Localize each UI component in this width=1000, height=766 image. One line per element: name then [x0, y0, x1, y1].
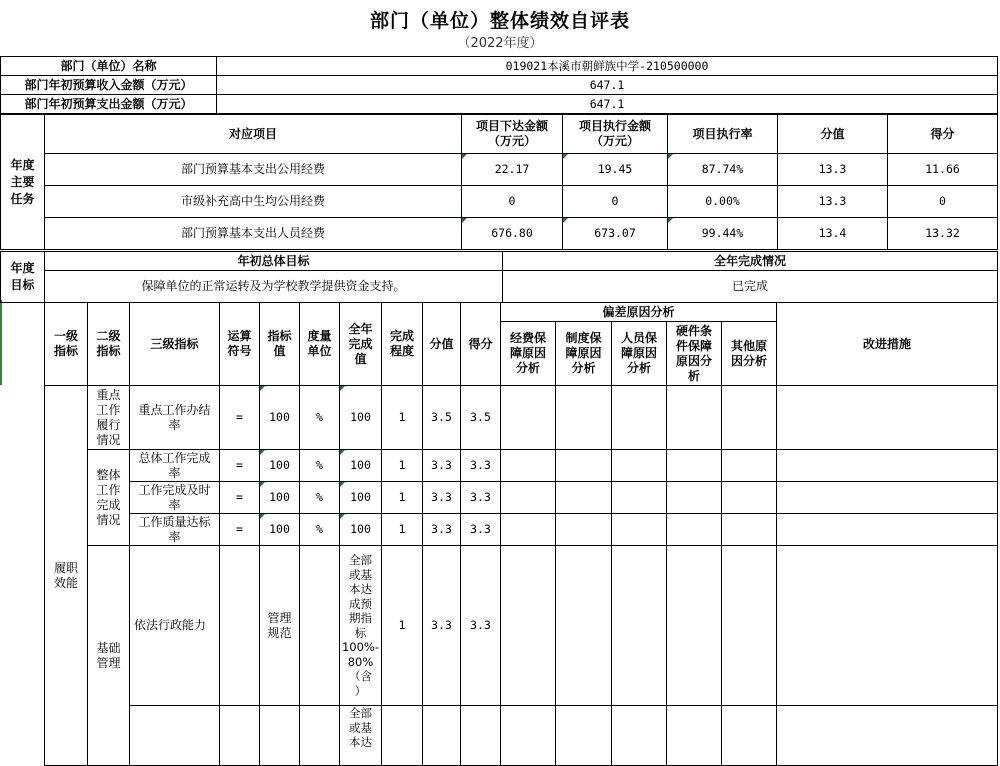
header-dev-system: 制度保 障原因 分析 — [556, 322, 612, 386]
dev-system-cell[interactable] — [556, 386, 612, 450]
info-table — [0, 56, 998, 114]
goals-table — [0, 251, 998, 303]
degree[interactable]: 1 — [382, 386, 423, 450]
level2-label: 基础 管理 — [88, 546, 130, 766]
task-rate[interactable]: 0.00% — [668, 186, 778, 218]
indicators-table — [44, 302, 998, 766]
done-value[interactable]: 100 — [340, 450, 382, 482]
header-level1: 一级 指标 — [45, 303, 88, 386]
completion-text[interactable]: 已完成 — [503, 271, 998, 303]
dev-hardware-cell[interactable] — [667, 482, 722, 514]
got[interactable]: 3.3 — [461, 482, 501, 514]
header-operator: 运算 符号 — [220, 303, 260, 386]
unit[interactable] — [300, 706, 340, 766]
tasks-header-got: 得分 — [888, 115, 998, 154]
table-row — [45, 706, 998, 766]
tasks-header-executed: 项目执行金额 （万元） — [563, 115, 668, 154]
initial-goal-header: 年初总体目标 — [45, 252, 503, 271]
dev-funding-cell[interactable] — [501, 514, 556, 546]
task-issued[interactable]: 676.80 — [462, 218, 563, 250]
dev-system-cell[interactable] — [556, 546, 612, 706]
task-name: 部门预算基本支出人员经费 — [45, 218, 462, 250]
dev-other-cell[interactable] — [722, 706, 777, 766]
dev-other-cell[interactable] — [722, 514, 777, 546]
task-score[interactable]: 13.3 — [778, 154, 888, 186]
got[interactable]: 3.3 — [461, 514, 501, 546]
target-value[interactable]: 100 — [260, 514, 300, 546]
tasks-header-issued: 项目下达金额 （万元） — [462, 115, 563, 154]
dev-other-cell[interactable] — [722, 386, 777, 450]
header-dev-other: 其他原 因分析 — [722, 322, 777, 386]
task-issued[interactable]: 22.17 — [462, 154, 563, 186]
dev-system-cell[interactable] — [556, 482, 612, 514]
table-row — [45, 386, 998, 450]
task-issued[interactable]: 0 — [462, 186, 563, 218]
level3-label: 总体工作完成 率 — [130, 450, 220, 482]
header-dev-funding: 经费保 障原因 分析 — [501, 322, 556, 386]
done-value[interactable]: 100 — [340, 386, 382, 450]
task-score[interactable]: 13.4 — [778, 218, 888, 250]
target-value[interactable] — [260, 706, 300, 766]
tasks-section-label: 年度 主要 任务 — [1, 115, 45, 250]
header-level2: 二级 指标 — [88, 303, 130, 386]
dev-funding-cell[interactable] — [501, 450, 556, 482]
got[interactable] — [461, 706, 501, 766]
target-value[interactable]: 100 — [260, 386, 300, 450]
improvement-cell[interactable] — [777, 482, 998, 514]
score[interactable]: 3.3 — [423, 546, 461, 706]
operator[interactable]: = — [220, 482, 260, 514]
degree[interactable]: 1 — [382, 546, 423, 706]
header-improvement: 改进措施 — [777, 303, 998, 386]
got[interactable]: 3.3 — [461, 546, 501, 706]
page-title: 部门（单位）整体绩效自评表 — [369, 10, 630, 32]
got[interactable]: 3.3 — [461, 450, 501, 482]
score[interactable]: 3.3 — [423, 514, 461, 546]
task-executed[interactable]: 673.07 — [563, 218, 668, 250]
done-value[interactable]: 100 — [340, 514, 382, 546]
task-rate[interactable]: 99.44% — [668, 218, 778, 250]
dev-hardware-cell[interactable] — [667, 514, 722, 546]
task-name: 市级补充高中生均公用经费 — [45, 186, 462, 218]
dev-personnel-cell[interactable] — [612, 514, 667, 546]
task-executed[interactable]: 0 — [563, 186, 668, 218]
task-got[interactable]: 0 — [888, 186, 998, 218]
task-score[interactable]: 13.3 — [778, 186, 888, 218]
dev-funding-cell[interactable] — [501, 546, 556, 706]
header-unit: 度量 单位 — [300, 303, 340, 386]
budget-expense-label: 部门年初预算支出金额（万元） — [1, 95, 217, 114]
dev-hardware-cell[interactable] — [667, 706, 722, 766]
header-deviation: 偏差原因分析 — [501, 303, 777, 322]
header-dev-personnel: 人员保 障原因 分析 — [612, 322, 667, 386]
score[interactable]: 3.5 — [423, 386, 461, 450]
table-row — [45, 514, 998, 546]
table-row — [1, 154, 998, 186]
got[interactable]: 3.5 — [461, 386, 501, 450]
unit[interactable] — [300, 546, 340, 706]
done-value[interactable]: 全部 或基 本达 成预 期指 标 100%- 80% （含 ） — [340, 546, 382, 706]
table-row — [1, 186, 998, 218]
degree[interactable]: 1 — [382, 482, 423, 514]
dev-other-cell[interactable] — [722, 546, 777, 706]
improvement-cell[interactable] — [777, 546, 998, 706]
task-executed[interactable]: 19.45 — [563, 154, 668, 186]
level2-label: 整体 工作 完成 情况 — [88, 450, 130, 546]
dev-hardware-cell[interactable] — [667, 546, 722, 706]
operator[interactable]: = — [220, 386, 260, 450]
level3-label: 工作完成及时 率 — [130, 482, 220, 514]
tasks-header-score: 分值 — [778, 115, 888, 154]
table-row — [45, 450, 998, 482]
score[interactable]: 3.3 — [423, 482, 461, 514]
degree[interactable]: 1 — [382, 450, 423, 482]
target-value[interactable]: 100 — [260, 450, 300, 482]
budget-income-value[interactable]: 647.1 — [217, 76, 998, 95]
dev-system-cell[interactable] — [556, 450, 612, 482]
page-subtitle: （2022年度） — [457, 36, 543, 51]
improvement-cell[interactable] — [777, 386, 998, 450]
improvement-cell[interactable] — [777, 450, 998, 482]
header-score: 分值 — [423, 303, 461, 386]
table-row — [1, 218, 998, 250]
initial-goal-text[interactable]: 保障单位的正常运转及为学校教学提供资金支持。 — [45, 271, 503, 303]
level1-label: 履职 效能 — [45, 386, 88, 766]
row-marker — [0, 300, 2, 385]
unit[interactable]: % — [300, 482, 340, 514]
target-value[interactable]: 100 — [260, 482, 300, 514]
unit[interactable]: % — [300, 450, 340, 482]
budget-income-label: 部门年初预算收入金额（万元） — [1, 76, 217, 95]
table-row — [45, 482, 998, 514]
budget-expense-value[interactable]: 647.1 — [217, 95, 998, 114]
operator[interactable]: = — [220, 514, 260, 546]
operator[interactable] — [220, 706, 260, 766]
degree[interactable] — [382, 706, 423, 766]
improvement-cell[interactable] — [777, 706, 998, 766]
done-value[interactable]: 100 — [340, 482, 382, 514]
level3-label — [130, 706, 220, 766]
task-got[interactable]: 11.66 — [888, 154, 998, 186]
score[interactable] — [423, 706, 461, 766]
operator[interactable] — [220, 546, 260, 706]
dept-name-value[interactable]: 019021本溪市朝鲜族中学-210500000 — [217, 57, 998, 76]
unit[interactable]: % — [300, 514, 340, 546]
unit[interactable]: % — [300, 386, 340, 450]
improvement-cell[interactable] — [777, 514, 998, 546]
tasks-header-project: 对应项目 — [45, 115, 462, 154]
dev-personnel-cell[interactable] — [612, 482, 667, 514]
task-rate[interactable]: 87.74% — [668, 154, 778, 186]
dev-system-cell[interactable] — [556, 514, 612, 546]
level3-label: 重点工作办结 率 — [130, 386, 220, 450]
dev-personnel-cell[interactable] — [612, 706, 667, 766]
header-done-value: 全年 完成 值 — [340, 303, 382, 386]
table-row — [45, 546, 998, 706]
level3-label: 依法行政能力 — [130, 546, 220, 706]
header-got: 得分 — [461, 303, 501, 386]
operator[interactable]: = — [220, 450, 260, 482]
score[interactable]: 3.3 — [423, 450, 461, 482]
done-value[interactable]: 全部 或基 本达 — [340, 706, 382, 766]
dev-funding-cell[interactable] — [501, 706, 556, 766]
completion-header: 全年完成情况 — [503, 252, 998, 271]
dev-funding-cell[interactable] — [501, 386, 556, 450]
dept-name-label: 部门（单位）名称 — [1, 57, 217, 76]
dev-system-cell[interactable] — [556, 706, 612, 766]
degree[interactable]: 1 — [382, 514, 423, 546]
task-name: 部门预算基本支出公用经费 — [45, 154, 462, 186]
dev-other-cell[interactable] — [722, 450, 777, 482]
dev-hardware-cell[interactable] — [667, 450, 722, 482]
dev-personnel-cell[interactable] — [612, 450, 667, 482]
header-target-value: 指标 值 — [260, 303, 300, 386]
tasks-header-rate: 项目执行率 — [668, 115, 778, 154]
dev-other-cell[interactable] — [722, 482, 777, 514]
task-got[interactable]: 13.32 — [888, 218, 998, 250]
tasks-table — [0, 114, 998, 250]
dev-personnel-cell[interactable] — [612, 546, 667, 706]
target-value[interactable]: 管理 规范 — [260, 546, 300, 706]
header-level3: 三级指标 — [130, 303, 220, 386]
header-degree: 完成 程度 — [382, 303, 423, 386]
dev-hardware-cell[interactable] — [667, 386, 722, 450]
level2-label: 重点 工作 履行 情况 — [88, 386, 130, 450]
dev-personnel-cell[interactable] — [612, 386, 667, 450]
header-dev-hardware: 硬件条 件保障 原因分 析 — [667, 322, 722, 386]
level3-label: 工作质量达标 率 — [130, 514, 220, 546]
goals-section-label: 年度 目标 — [1, 252, 45, 303]
dev-funding-cell[interactable] — [501, 482, 556, 514]
